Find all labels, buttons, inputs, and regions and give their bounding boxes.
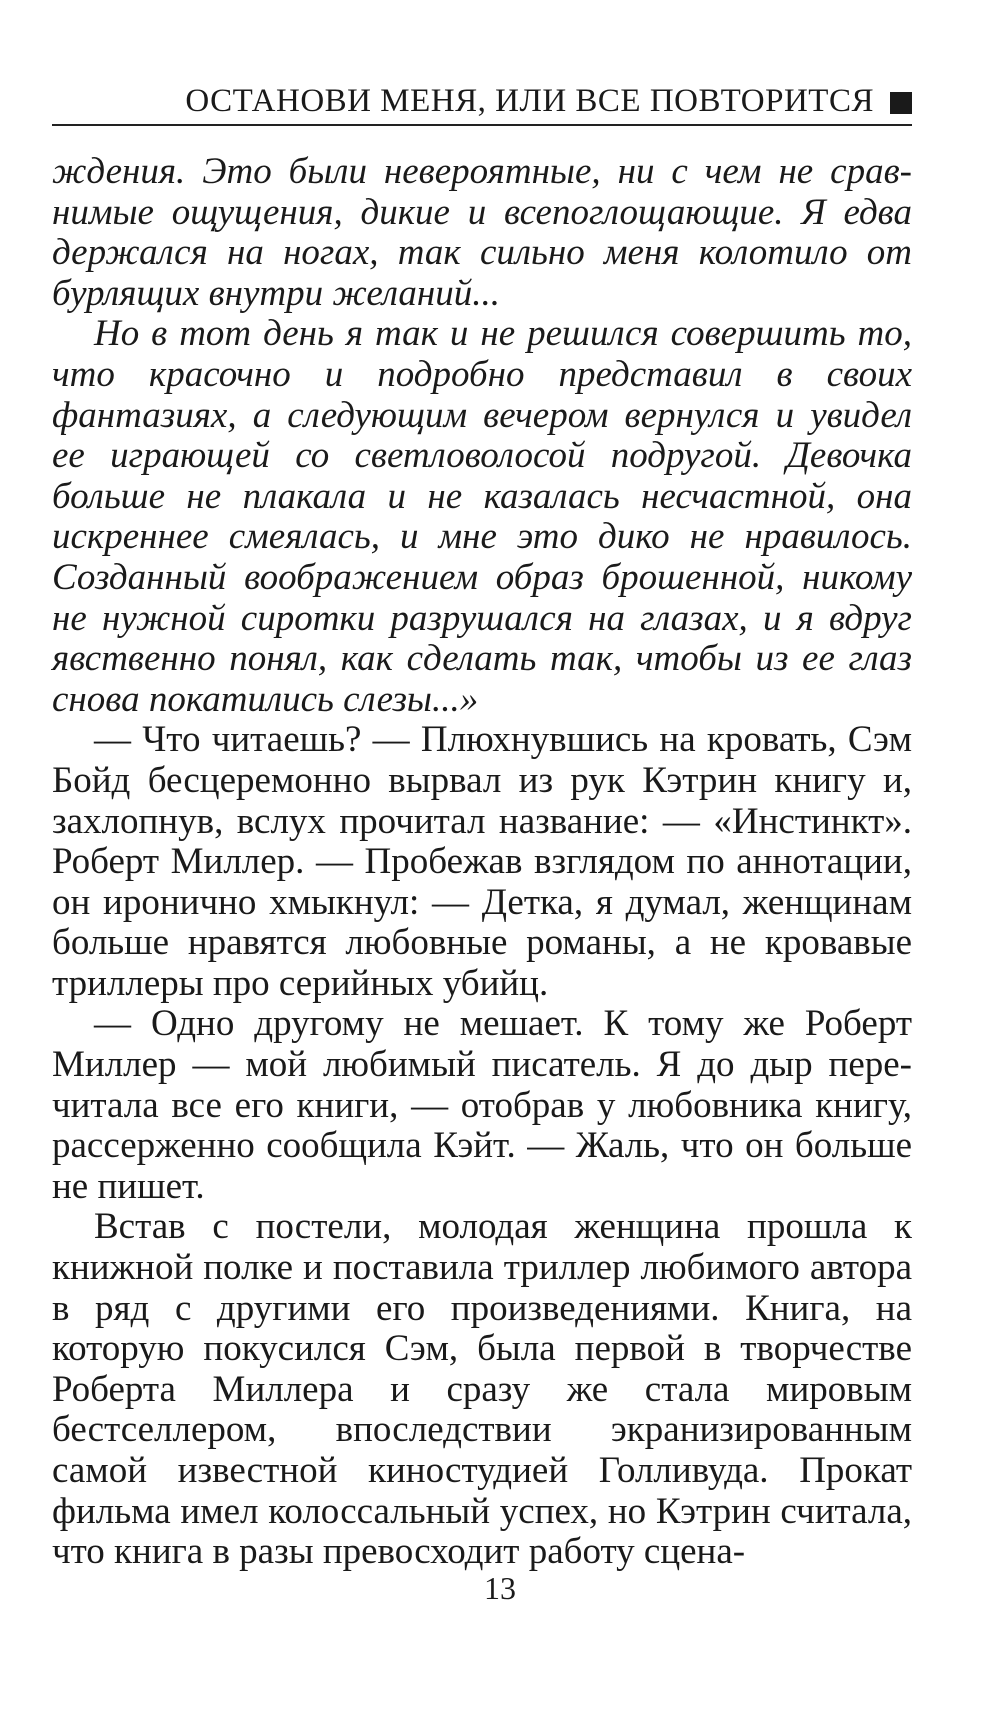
running-title: ОСТАНОВИ МЕНЯ, ИЛИ ВСЕ ПОВТОРИТСЯ [185, 83, 874, 119]
paragraph-italic-2: Но в тот день я так и не решился совершить то, что красочно и подробно представил в своих фантазиях, а следующим вечером вернулся и увидел ее играющей со светловолосой подругой. Девочка больше не плакала и не казалась несчастной, она искреннее смеялась, и мне это дико не нравилось. Созданный воображением образ брошенной, никому не нужной сиротки разрушался на глазах, и я вдруг явственно понял, как сделать так, чтобы из ее глаз снова покатились слезы...» [52, 313, 912, 720]
square-marker-icon [890, 92, 912, 114]
body-text [52, 152, 912, 1573]
running-header [52, 82, 912, 126]
page-number: 13 [484, 1570, 516, 1606]
paragraph-italic-1: ждения. Это были невероятные, ни с чем не сравнимые ощущения, дикие и всепоглощающие. Я едва держался на ногах, так сильно меня колотило от бурлящих внутри желаний... [52, 151, 912, 314]
paragraph-dialogue-2: — Одно другому не мешает. К тому же Роберт Миллер — мой любимый писатель. Я до дыр перечитала все его книги, — отобрав у любовника книгу, рассерженно сообщила Кэйт. — Жаль, что он больше не пишет. [52, 1003, 912, 1207]
paragraph-narrative: Встав с постели, молодая женщина прошла к книжной полке и поставила триллер любимого автора в ряд с другими его произведениями. Книга, на которую покусился Сэм, была первой в творчестве Роберта Миллера и сразу же стала мировым бестселлером, впоследствии экранизированным самой известной киностудией Голливуда. Прокат фильма имел колоссальный успех, но Кэтрин считала, что книга в разы превосходит работу сцена- [52, 1206, 912, 1573]
paragraph-dialogue-1: — Что читаешь? — Плюхнувшись на кровать, Сэм Бойд бесцеремонно вырвал из рук Кэтрин книгу и, захлопнув, вслух прочитал название: — «Инстинкт». Роберт Миллер. — Пробежав взглядом по аннотации, он иронично хмыкнул: — Детка, я думал, женщинам больше нравятся любовные романы, а не кровавые триллеры про серийных убийц. [52, 719, 912, 1004]
